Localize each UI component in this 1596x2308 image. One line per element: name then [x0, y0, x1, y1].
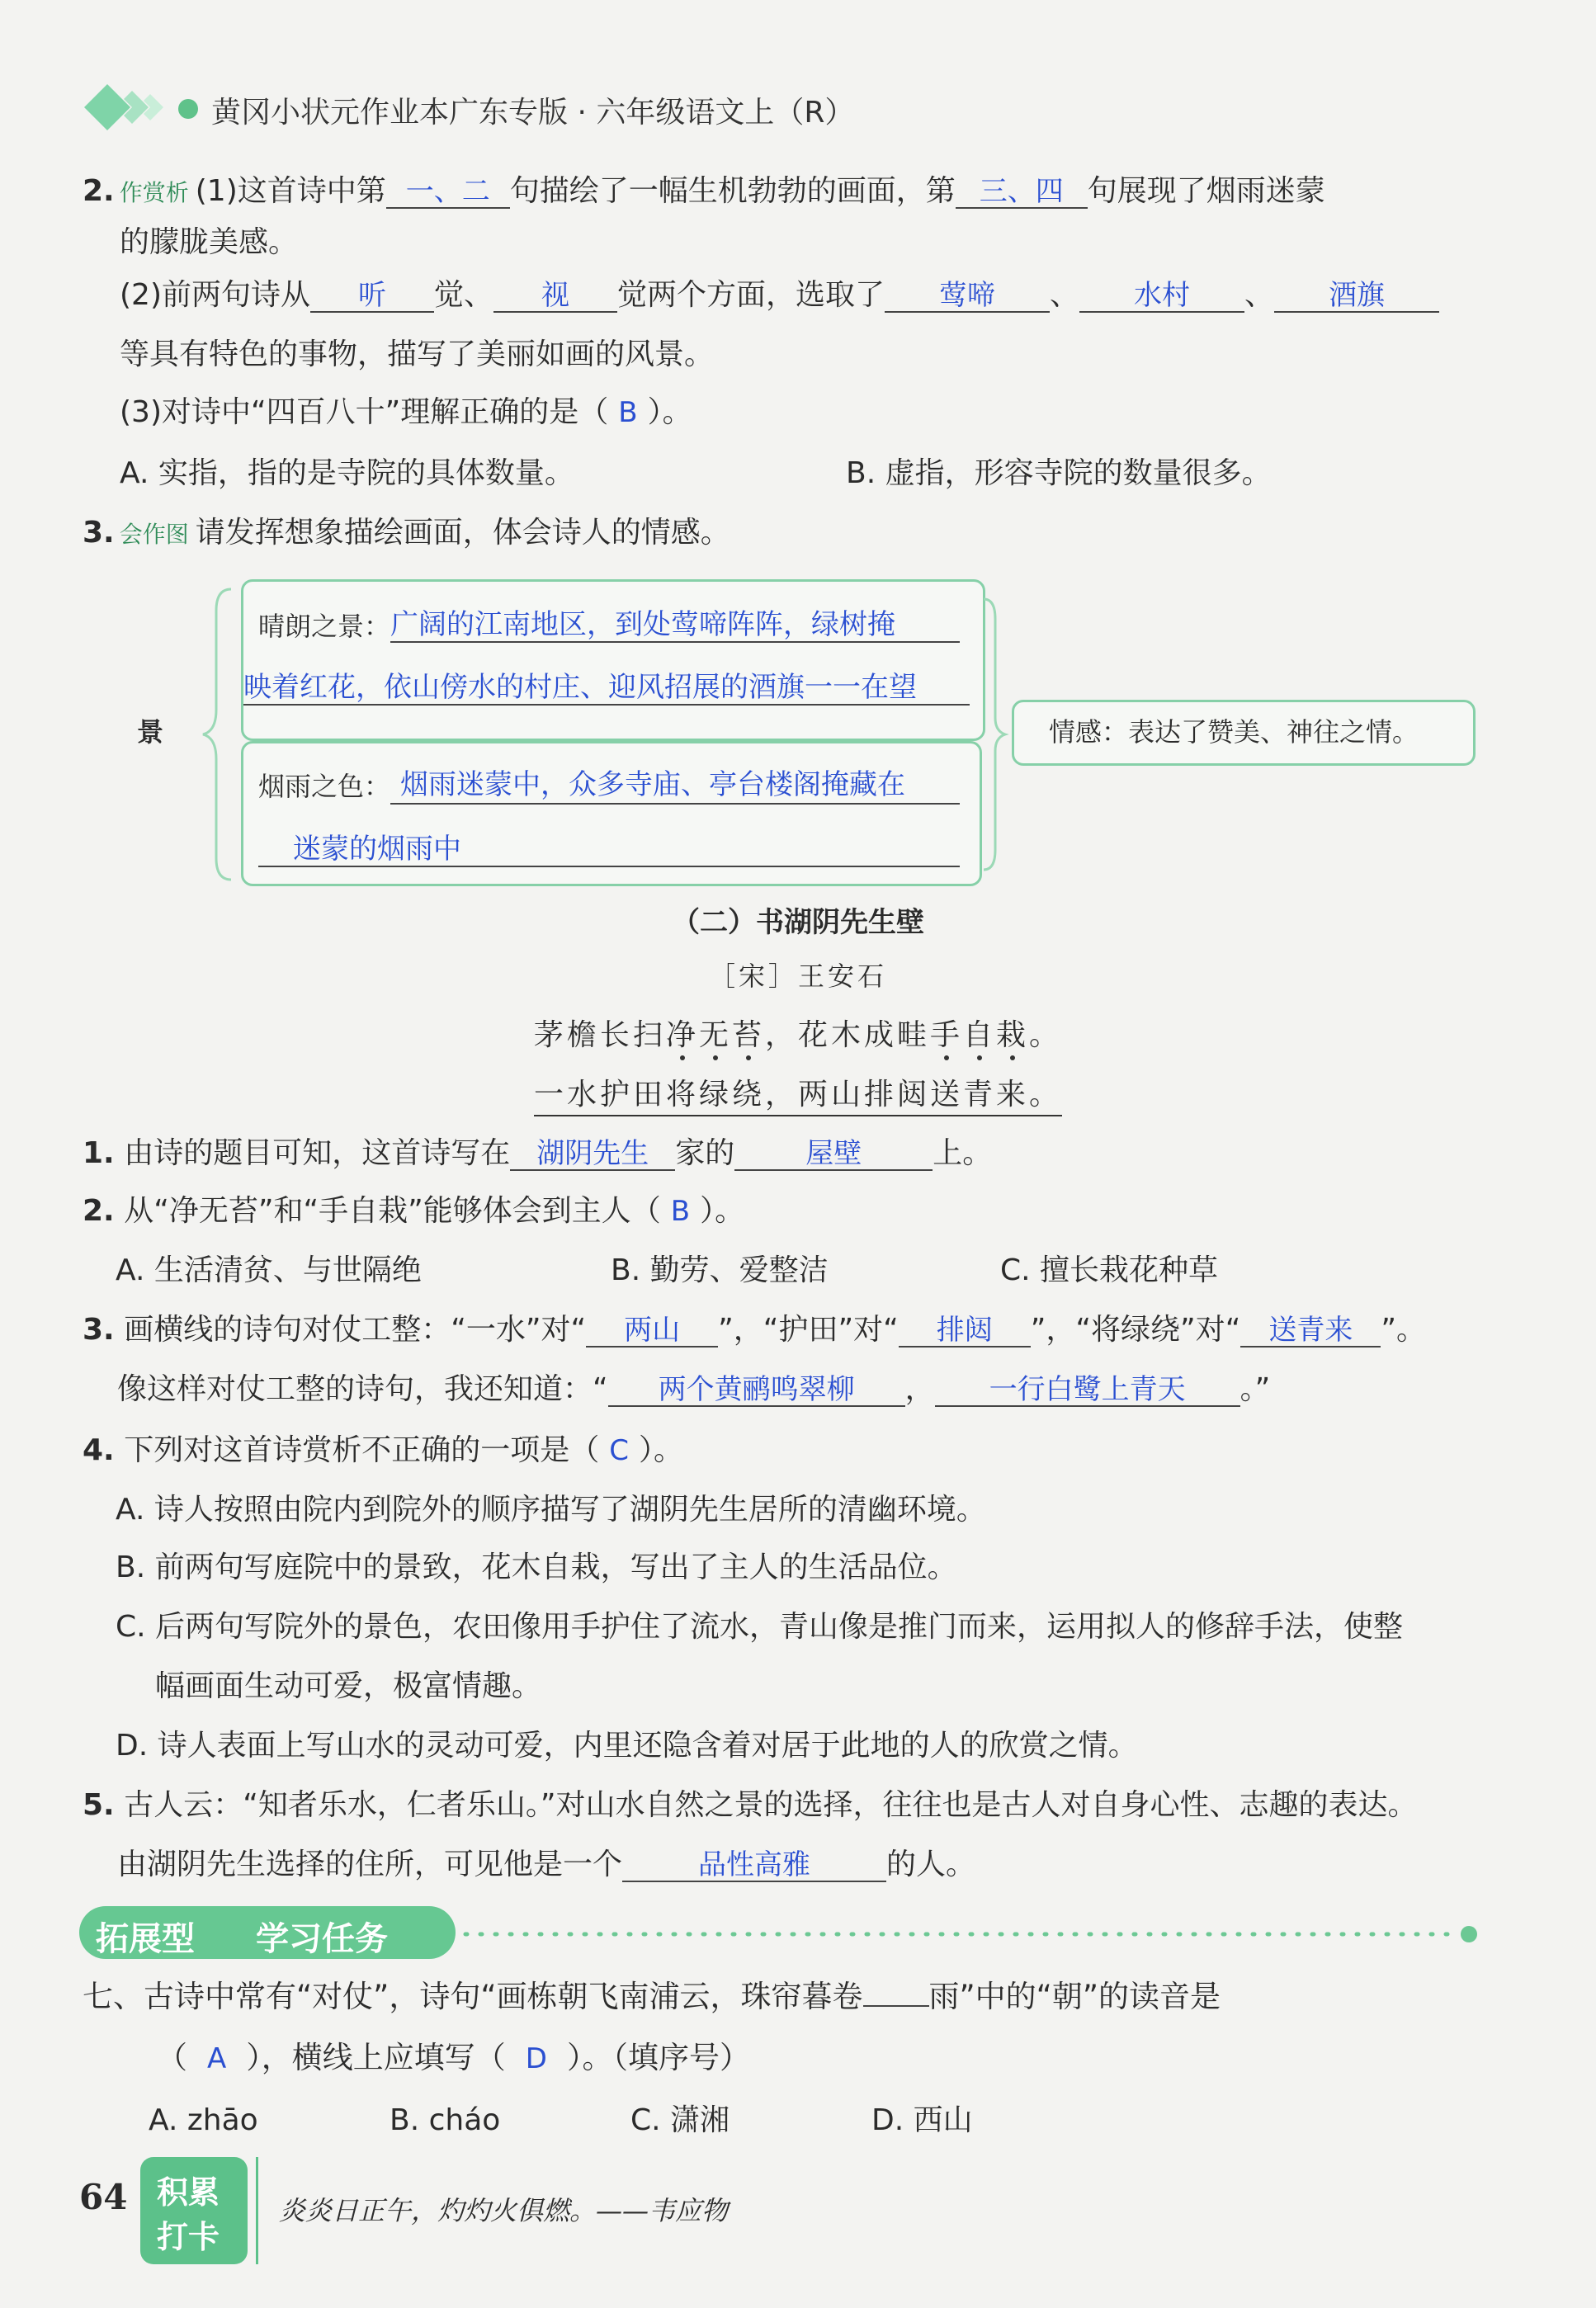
- diamond-logo-icon: [83, 83, 173, 132]
- section-banner: 拓展型 学习任务: [79, 1906, 456, 1959]
- emotion-box: [1012, 700, 1476, 766]
- rain-answer-1: 烟雨迷蒙中，众多寺庙、亭台楼阁掩藏在: [400, 768, 905, 801]
- q2-line2: 的朦胧美感。: [120, 225, 299, 259]
- rain-scene-box: [241, 741, 982, 886]
- s1: 1. 由诗的题目可知，这首诗写在 湖阴先生 家的 屋壁 上。: [83, 1136, 993, 1170]
- q2-option-b: B. 虚指，形容寺院的数量很多。: [846, 456, 1272, 490]
- s4-option-c-line1: C. 后两句写院外的景色，农田像用手护住了流水，青山像是推门而来，运用拟人的修辞手法，使整: [116, 1610, 1404, 1644]
- footer-quote: 炎炎日正午，灼灼火俱燃。——韦应物: [279, 2195, 729, 2226]
- q2-line3: (2)前两句诗从 听 觉、 视 觉两个方面，选取了 莺啼 、 水村 、 酒旗: [120, 277, 1439, 314]
- s2-option-c: C. 擅长栽花种草: [1000, 1253, 1219, 1287]
- q7-line2: （ A ），横线上应填写（ D ）。（填序号）: [157, 2040, 750, 2075]
- q2-line1: 2. 作赏析 (1)这首诗中第 一、二 句描绘了一幅生机勃勃的画面，第 三、四 句展现了烟雨迷蒙: [83, 174, 1325, 208]
- q7-option-a: A. zhāo: [149, 2103, 258, 2137]
- q3-prompt: 3. 会作图 请发挥想象描绘画面，体会诗人的情感。: [83, 516, 730, 550]
- s2-option-b: B. 勤劳、爱整洁: [611, 1253, 829, 1287]
- right-brace-icon: [980, 594, 1013, 875]
- q7-option-d: D. 西山: [871, 2103, 973, 2137]
- q7-option-c: C. 潇湘: [630, 2103, 730, 2137]
- sunny-scene-box: [241, 579, 985, 741]
- rain-label: 烟雨之色：: [258, 771, 391, 802]
- dotted-divider: [462, 1923, 1502, 1947]
- s2-option-a: A. 生活清贫、与世隔绝: [116, 1253, 422, 1287]
- sunny-answer-2: 映着红花，依山傍水的村庄、迎风招展的酒旗一一在望: [243, 671, 917, 704]
- jing-label: 景: [137, 716, 164, 748]
- q2-option-a: A. 实指，指的是寺院的具体数量。: [120, 456, 574, 490]
- rain-answer-2: 迷蒙的烟雨中: [293, 833, 461, 866]
- s4-option-b: B. 前两句写庭院中的景致，花木自栽，写出了主人的生活品位。: [116, 1550, 957, 1584]
- poem-line-1: 茅檐长扫净无苔，花木成畦手自栽。: [533, 1018, 1063, 1052]
- s3-line1: 3. 画横线的诗句对仗工整：“一水”对“ 两山 ”，“护田”对“ 排闼 ”，“将绿绕”对“ 送青来 ”。: [83, 1313, 1427, 1347]
- s4-option-a: A. 诗人按照由院内到院外的顺序描写了湖阴先生居所的清幽环境。: [116, 1493, 986, 1527]
- s5-line2: 由湖阴先生选择的住所，可见他是一个 品性高雅 的人。: [117, 1848, 976, 1881]
- poem-author: ［宋］王安石: [708, 960, 887, 992]
- sunny-label: 晴朗之景：: [258, 611, 391, 642]
- q2-line4: 等具有特色的事物，描写了美丽如画的风景。: [120, 337, 715, 371]
- answer: 一、二: [405, 175, 490, 208]
- sunny-answer-1: 广阔的江南地区，到处莺啼阵阵，绿树掩: [390, 608, 895, 641]
- s2: 2. 从“净无苔”和“手自栽”能够体会到主人（ B ）。: [83, 1194, 745, 1228]
- q7-line1: 七、古诗中常有“对仗”，诗句“画栋朝飞南浦云，珠帘暮卷 雨”中的“朝”的读音是: [83, 1979, 1221, 2014]
- poem-title: （二）书湖阴先生壁: [672, 906, 924, 939]
- s4-option-c-line2: 幅画面生动可爱，极富情趣。: [155, 1669, 542, 1703]
- s4-option-d: D. 诗人表面上写山水的灵动可爱，内里还隐含着对居于此地的人的欣赏之情。: [116, 1729, 1138, 1763]
- s4-prompt: 4. 下列对这首诗赏析不正确的一项是（ C ）。: [83, 1433, 683, 1467]
- left-brace-icon: [198, 586, 248, 883]
- q7-option-b: B. cháo: [390, 2103, 501, 2137]
- poem-line-2: 一水护田将绿绕，两山排闼送青来。: [0, 1071, 1596, 1113]
- page-number: 64: [79, 2177, 128, 2217]
- accumulate-badge: 积累 打卡: [140, 2157, 248, 2264]
- header-title: 黄冈小状元作业本广东专版 · 六年级语文上（R）: [211, 96, 855, 130]
- header-bullet-icon: [178, 99, 198, 119]
- s5-line1: 5. 古人云：“知者乐水，仁者乐山。”对山水自然之景的选择，往往也是古人对自身心性、志趣的表达。: [83, 1788, 1418, 1822]
- s3-line2: 像这样对仗工整的诗句，我还知道：“ 两个黄鹂鸣翠柳 ， 一行白鹭上青天 。”: [117, 1372, 1271, 1406]
- answer: 三、四: [979, 175, 1064, 208]
- footer-divider: [256, 2157, 258, 2264]
- q2-line5: (3)对诗中“四百八十”理解正确的是（ B ）。: [120, 395, 692, 429]
- emotion-text: 情感：表达了赞美、神往之情。: [1049, 716, 1419, 748]
